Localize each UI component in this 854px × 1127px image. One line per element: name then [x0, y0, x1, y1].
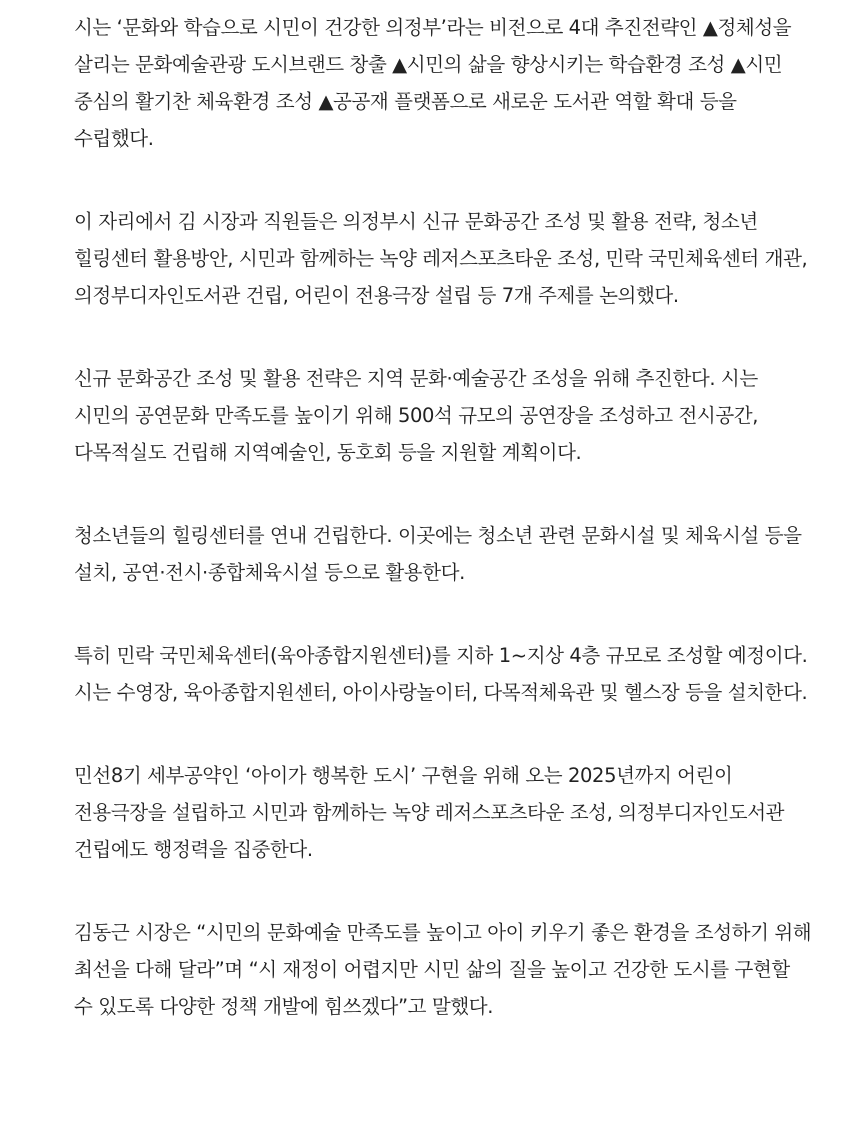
paragraph-mayor-quote: 김동근 시장은 “시민의 문화예술 만족도를 높이고 아이 키우기 좋은 환경을 조성하기 위해 최선을 다해 달라”며 “시 재정이 어렵지만 시민 삶의 질을 높이고 건강한 도시를 구현할 수 있도록 다양한 정책 개발에 힘쓰겠다”고 말했다.	[74, 921, 812, 1018]
paragraph-cultural-space: 신규 문화공간 조성 및 활용 전략은 지역 문화·예술공간 조성을 위해 추진한다. 시는 시민의 공연문화 만족도를 높이기 위해 500석 규모의 공연장을 조성하고 전시공간, 다목적실도 건립해 지역예술인, 동호회 등을 지원할 계획이다.	[74, 367, 758, 464]
paragraph-sports-center: 특히 민락 국민체육센터(육아종합지원센터)를 지하 1~지상 4층 규모로 조성할 예정이다. 시는 수영장, 육아종합지원센터, 아이사랑놀이터, 다목적체육관 및 헬스장 등을 설치한다.	[74, 644, 808, 704]
paragraph-youth-healing-center: 청소년들의 힐링센터를 연내 건립한다. 이곳에는 청소년 관련 문화시설 및 체육시설 등을 설치, 공연·전시·종합체육시설 등으로 활용한다.	[74, 524, 802, 584]
article-body	[74, 9, 814, 1025]
paragraph-discussion-topics: 이 자리에서 김 시장과 직원들은 의정부시 신규 문화공간 조성 및 활용 전략, 청소년 힐링센터 활용방안, 시민과 함께하는 녹양 레저스포츠타운 조성, 민락 국민체육센터 개관, 의정부디자인도서관 건립, 어린이 전용극장 설립 등 7개 주제를 논의했다.	[74, 210, 808, 307]
paragraph-children-theater: 민선8기 세부공약인 ‘아이가 행복한 도시’ 구현을 위해 오는 2025년까지 어린이 전용극장을 설립하고 시민과 함께하는 녹양 레저스포츠타운 조성, 의정부디자인도서관 건립에도 행정력을 집중한다.	[74, 764, 785, 861]
paragraph-vision-strategies: 시는 ‘문화와 학습으로 시민이 건강한 의정부’라는 비전으로 4대 추진전략인 ▲정체성을 살리는 문화예술관광 도시브랜드 창출 ▲시민의 삶을 향상시키는 학습환경 조성 ▲시민 중심의 활기찬 체육환경 조성 ▲공공재 플랫폼으로 새로운 도서관 역할 확대 등을 수립했다.	[74, 16, 792, 150]
